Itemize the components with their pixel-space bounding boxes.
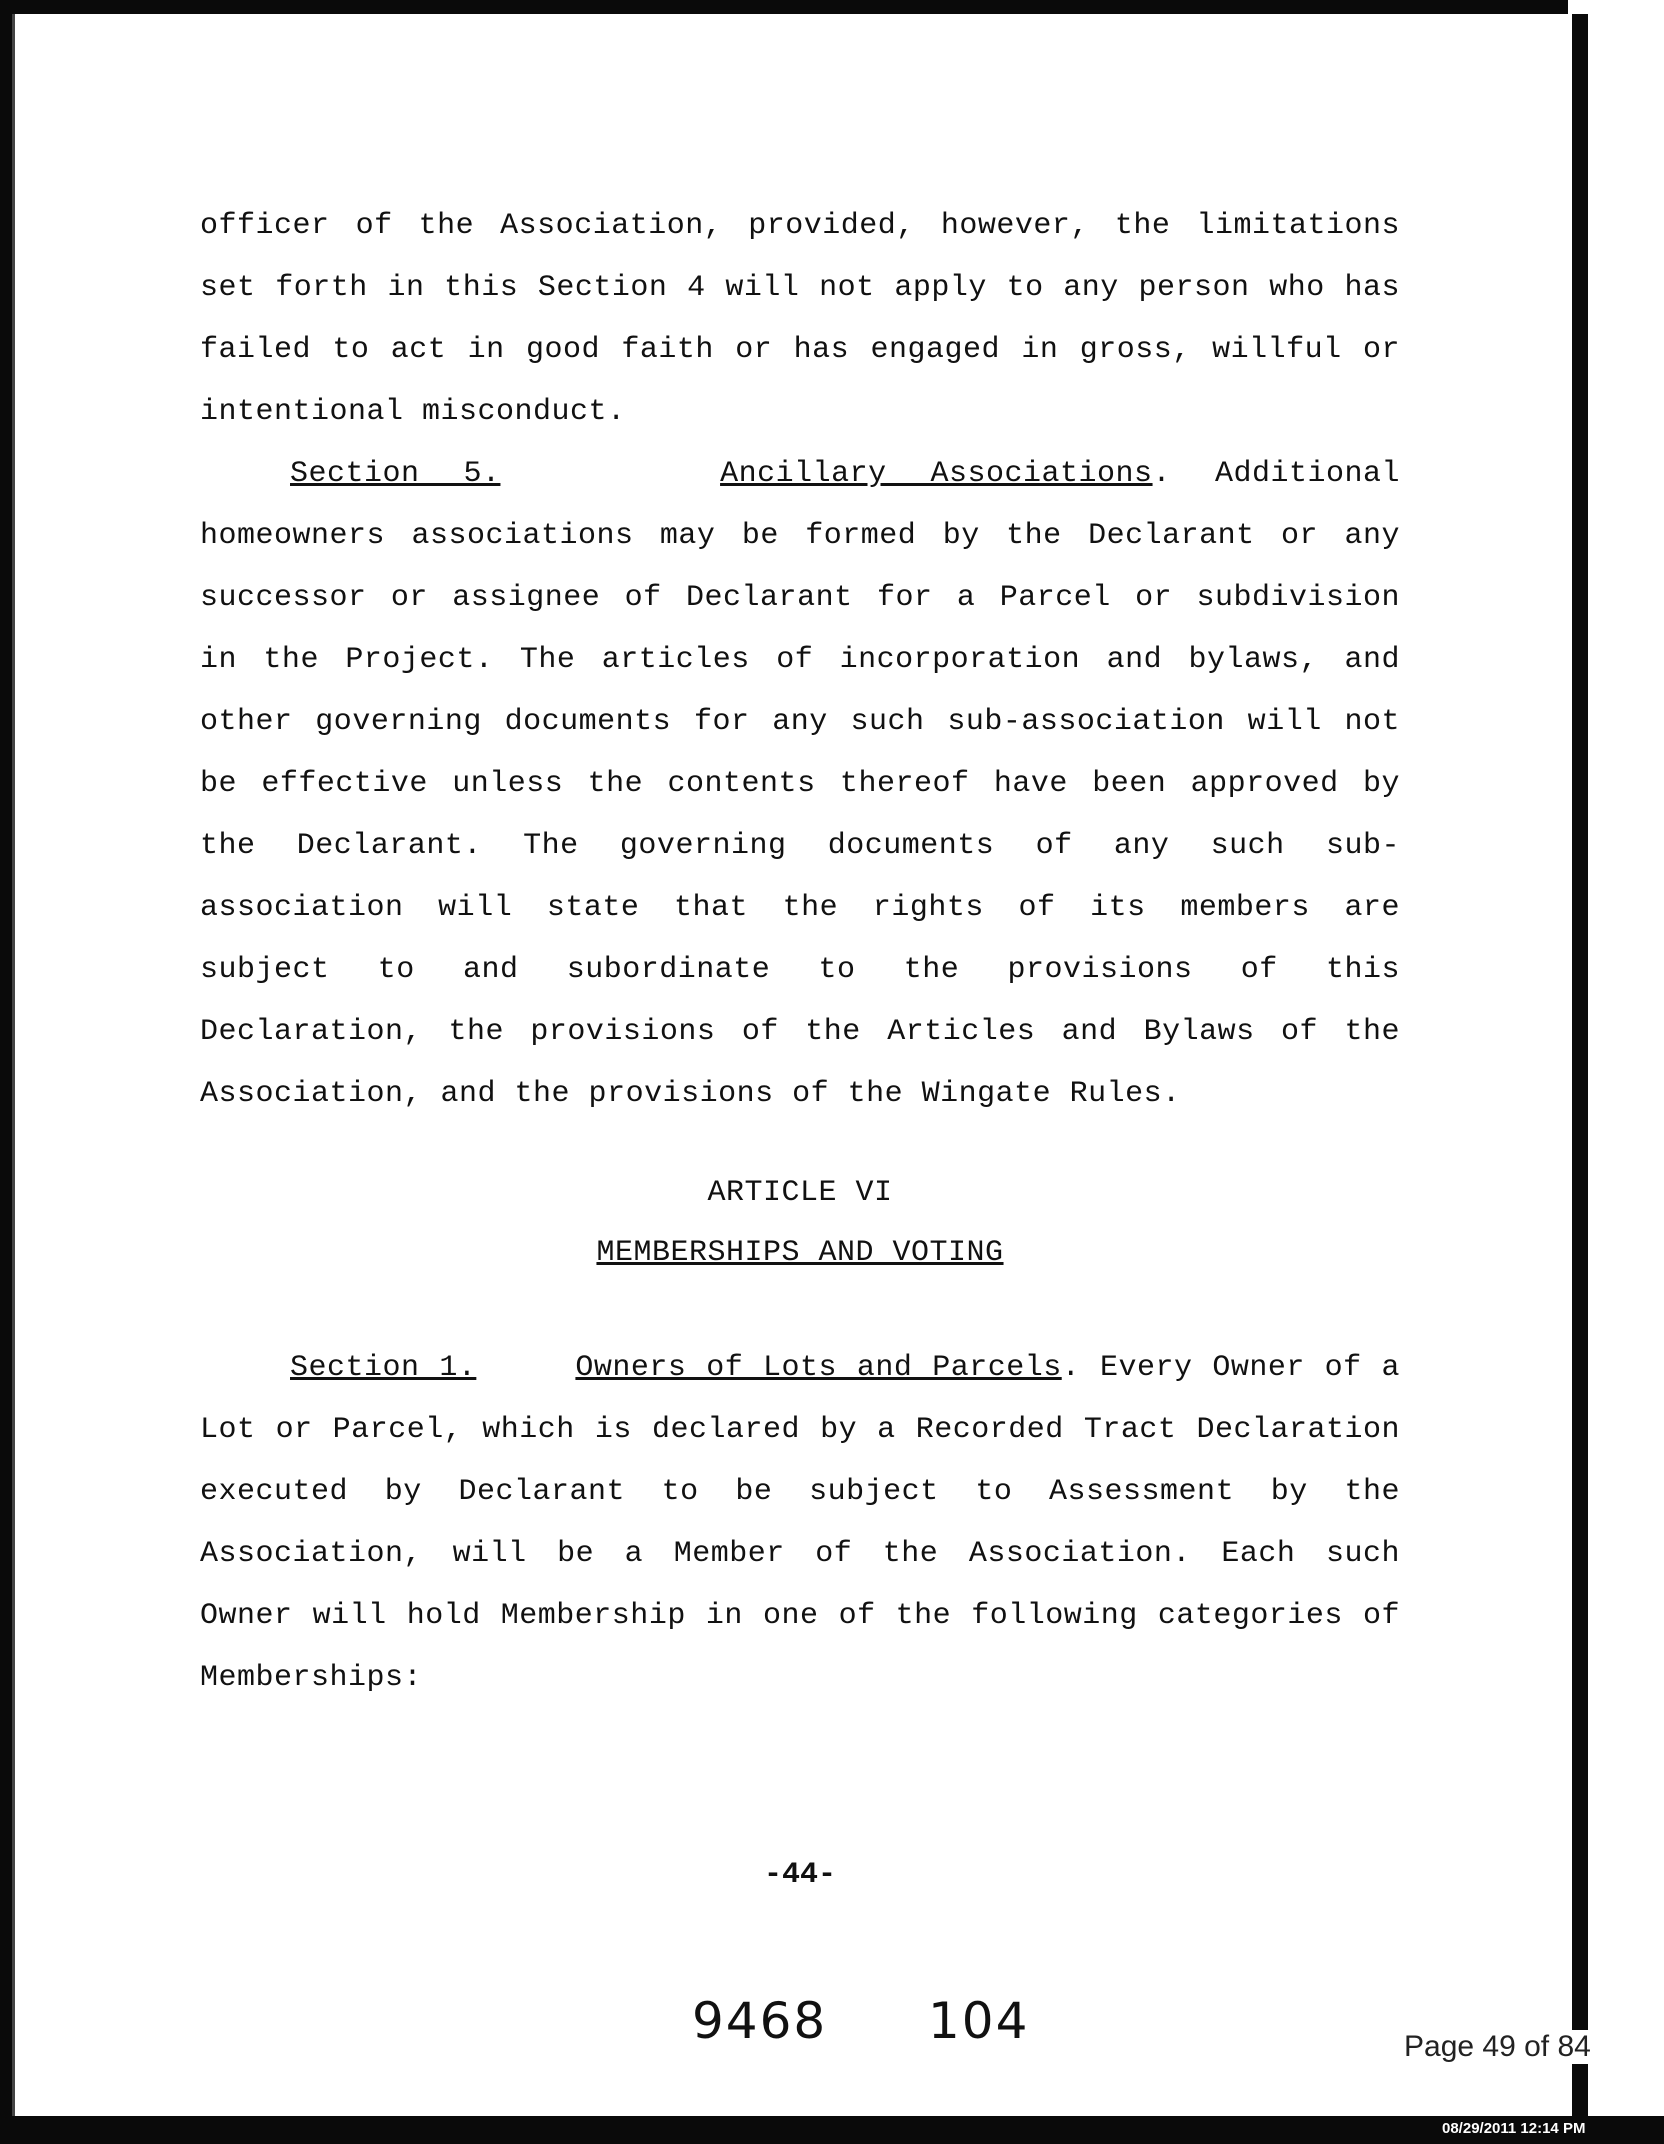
article-number: ARTICLE VI <box>707 1176 893 1210</box>
section1-title: Owners of Lots and Parcels <box>575 1351 1062 1385</box>
page-number: -44- <box>763 1858 836 1892</box>
scan-edge-shadow <box>12 14 15 2116</box>
article-title: MEMBERSHIPS AND VOTING <box>596 1236 1004 1270</box>
section5-label: Section 5. <box>290 457 501 491</box>
section5-title: Ancillary Associations <box>720 457 1153 491</box>
paragraph-section1 <box>200 1337 1400 1709</box>
recording-page-number: 104 <box>928 1992 1030 2050</box>
document-page <box>200 195 1400 1709</box>
paragraph-section4-continuation: officer of the Association, provided, however, the limitations set forth in this Section 4 will not apply to any person who has failed to act in good faith or has engaged in gross, willful or intentional misconduct. <box>200 209 1400 429</box>
scan-border-bottom <box>0 2116 1664 2144</box>
section5-text: . Additional homeowners associations may be formed by the Declarant or any successor or assignee of Declarant for a Parcel or subdivision in the Project. The articles of incorporation and bylaws, and other governing documents for any such sub-association will not be effective unless the contents thereof have been approved by the Declarant. The governing documents of any such sub-association will state that the rights of its members are subject to and subordinate to the provisions of this Declaration, the provisions of the Articles and Bylaws of the Association, and the provisions of the Wingate Rules. <box>200 457 1400 1111</box>
section1-label: Section 1. <box>290 1351 477 1385</box>
paragraph-section5 <box>200 443 1400 1125</box>
scan-border-left <box>0 0 12 2144</box>
recording-book-number: 9468 <box>692 1992 828 2050</box>
scan-border-right <box>1572 14 1588 2118</box>
page-of-count: Page 49 of 84 <box>1404 2030 1591 2063</box>
section1-text: . Every Owner of a Lot or Parcel, which is declared by a Recorded Tract Declaration executed by Declarant to be subject to Assessment by the Association, will be a Member of the Association. Each such Owner will hold Membership in one of the following categories of Memberships: <box>200 1351 1401 1695</box>
scan-border-top <box>0 0 1664 14</box>
print-timestamp: 08/29/2011 12:14 PM <box>1442 2120 1586 2137</box>
